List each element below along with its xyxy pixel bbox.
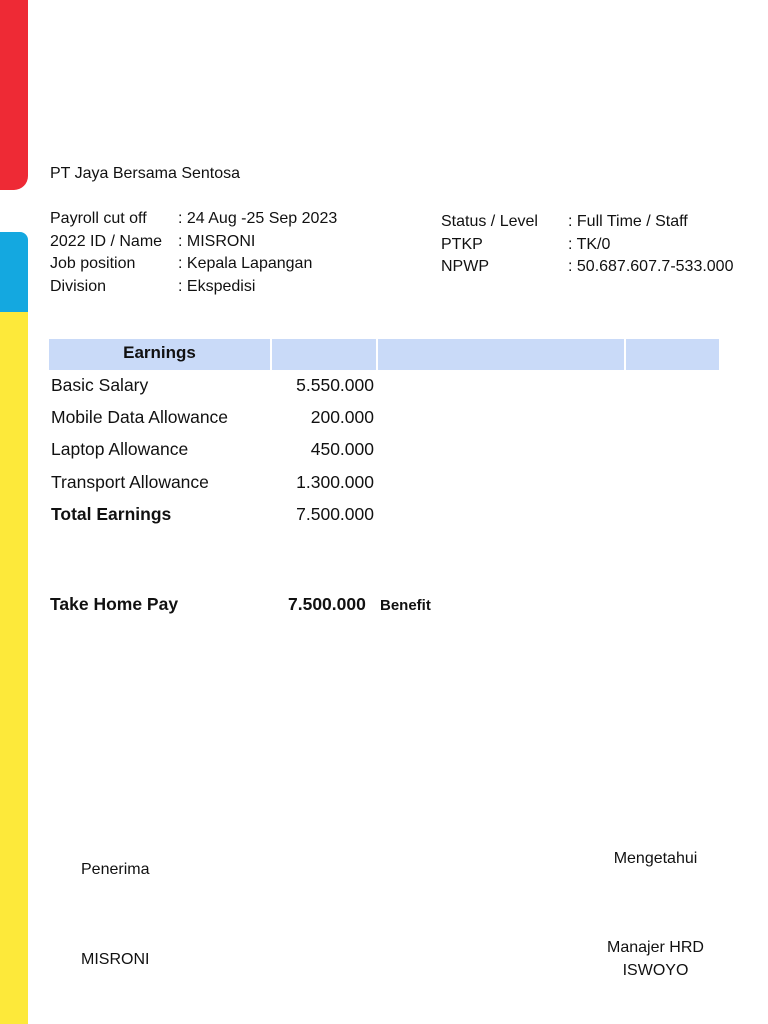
earnings-value: 450.000 bbox=[310, 439, 374, 459]
earnings-header-cell bbox=[378, 339, 624, 370]
earnings-header: Earnings bbox=[49, 339, 270, 370]
total-earnings-value: 7.500.000 bbox=[296, 504, 374, 524]
take-home-pay-label: Take Home Pay bbox=[50, 594, 179, 614]
receiver-title: Penerima bbox=[81, 861, 150, 878]
earnings-label: Laptop Allowance bbox=[51, 439, 189, 459]
earnings-value: 200.000 bbox=[310, 407, 374, 427]
earnings-label: Basic Salary bbox=[51, 375, 149, 395]
info-value: : Kepala Lapangan bbox=[178, 255, 313, 272]
info-label: PTKP bbox=[441, 235, 483, 253]
info-row-ptkp bbox=[441, 234, 733, 257]
earnings-row-mobile-data bbox=[50, 401, 374, 433]
info-row-npwp bbox=[441, 256, 733, 279]
earnings-header-cell bbox=[626, 339, 719, 370]
earnings-row-transport bbox=[50, 466, 374, 498]
benefit-label: Benefit bbox=[380, 597, 431, 614]
earnings-label: Mobile Data Allowance bbox=[51, 407, 229, 427]
receiver-name: MISRONI bbox=[81, 951, 150, 968]
company-name: PT Jaya Bersama Sentosa bbox=[50, 165, 241, 182]
info-label: 2022 ID / Name bbox=[50, 232, 163, 250]
decorative-stripe-red bbox=[0, 0, 28, 190]
decorative-stripe-yellow bbox=[0, 300, 28, 1024]
info-row-division bbox=[50, 276, 337, 299]
total-earnings-label: Total Earnings bbox=[51, 504, 172, 524]
info-label: Payroll cut off bbox=[50, 210, 147, 227]
info-value: : Full Time / Staff bbox=[568, 213, 688, 230]
take-home-pay-value: 7.500.000 bbox=[288, 594, 366, 614]
info-label: Division bbox=[50, 277, 107, 295]
info-value: : MISRONI bbox=[178, 232, 256, 250]
info-value: : TK/0 bbox=[568, 235, 611, 253]
info-value: : 50.687.607.7-533.000 bbox=[568, 258, 734, 275]
approver-role: Manajer HRD bbox=[607, 939, 704, 956]
earnings-row-laptop bbox=[50, 433, 374, 465]
info-row-job-position bbox=[50, 253, 337, 276]
employee-info-right bbox=[441, 211, 733, 279]
info-label: Job position bbox=[50, 255, 136, 272]
employee-info-left bbox=[50, 208, 337, 298]
earnings-value: 5.550.000 bbox=[296, 375, 374, 395]
info-value: : 24 Aug -25 Sep 2023 bbox=[178, 210, 338, 227]
info-value: : Ekspedisi bbox=[178, 277, 256, 295]
info-label: Status / Level bbox=[441, 213, 538, 230]
earnings-header-cell bbox=[272, 339, 376, 370]
approver-title: Mengetahui bbox=[613, 850, 698, 867]
info-row-status-level bbox=[441, 211, 733, 234]
approver-name: ISWOYO bbox=[622, 962, 689, 979]
earnings-row-basic-salary bbox=[50, 369, 374, 401]
info-row-payroll-cutoff bbox=[50, 208, 337, 231]
earnings-value: 1.300.000 bbox=[296, 472, 374, 492]
earnings-row-total bbox=[50, 498, 374, 530]
info-label: NPWP bbox=[441, 258, 489, 275]
decorative-stripe-blue bbox=[0, 232, 28, 312]
earnings-label: Transport Allowance bbox=[51, 472, 209, 492]
info-row-id-name bbox=[50, 231, 337, 254]
